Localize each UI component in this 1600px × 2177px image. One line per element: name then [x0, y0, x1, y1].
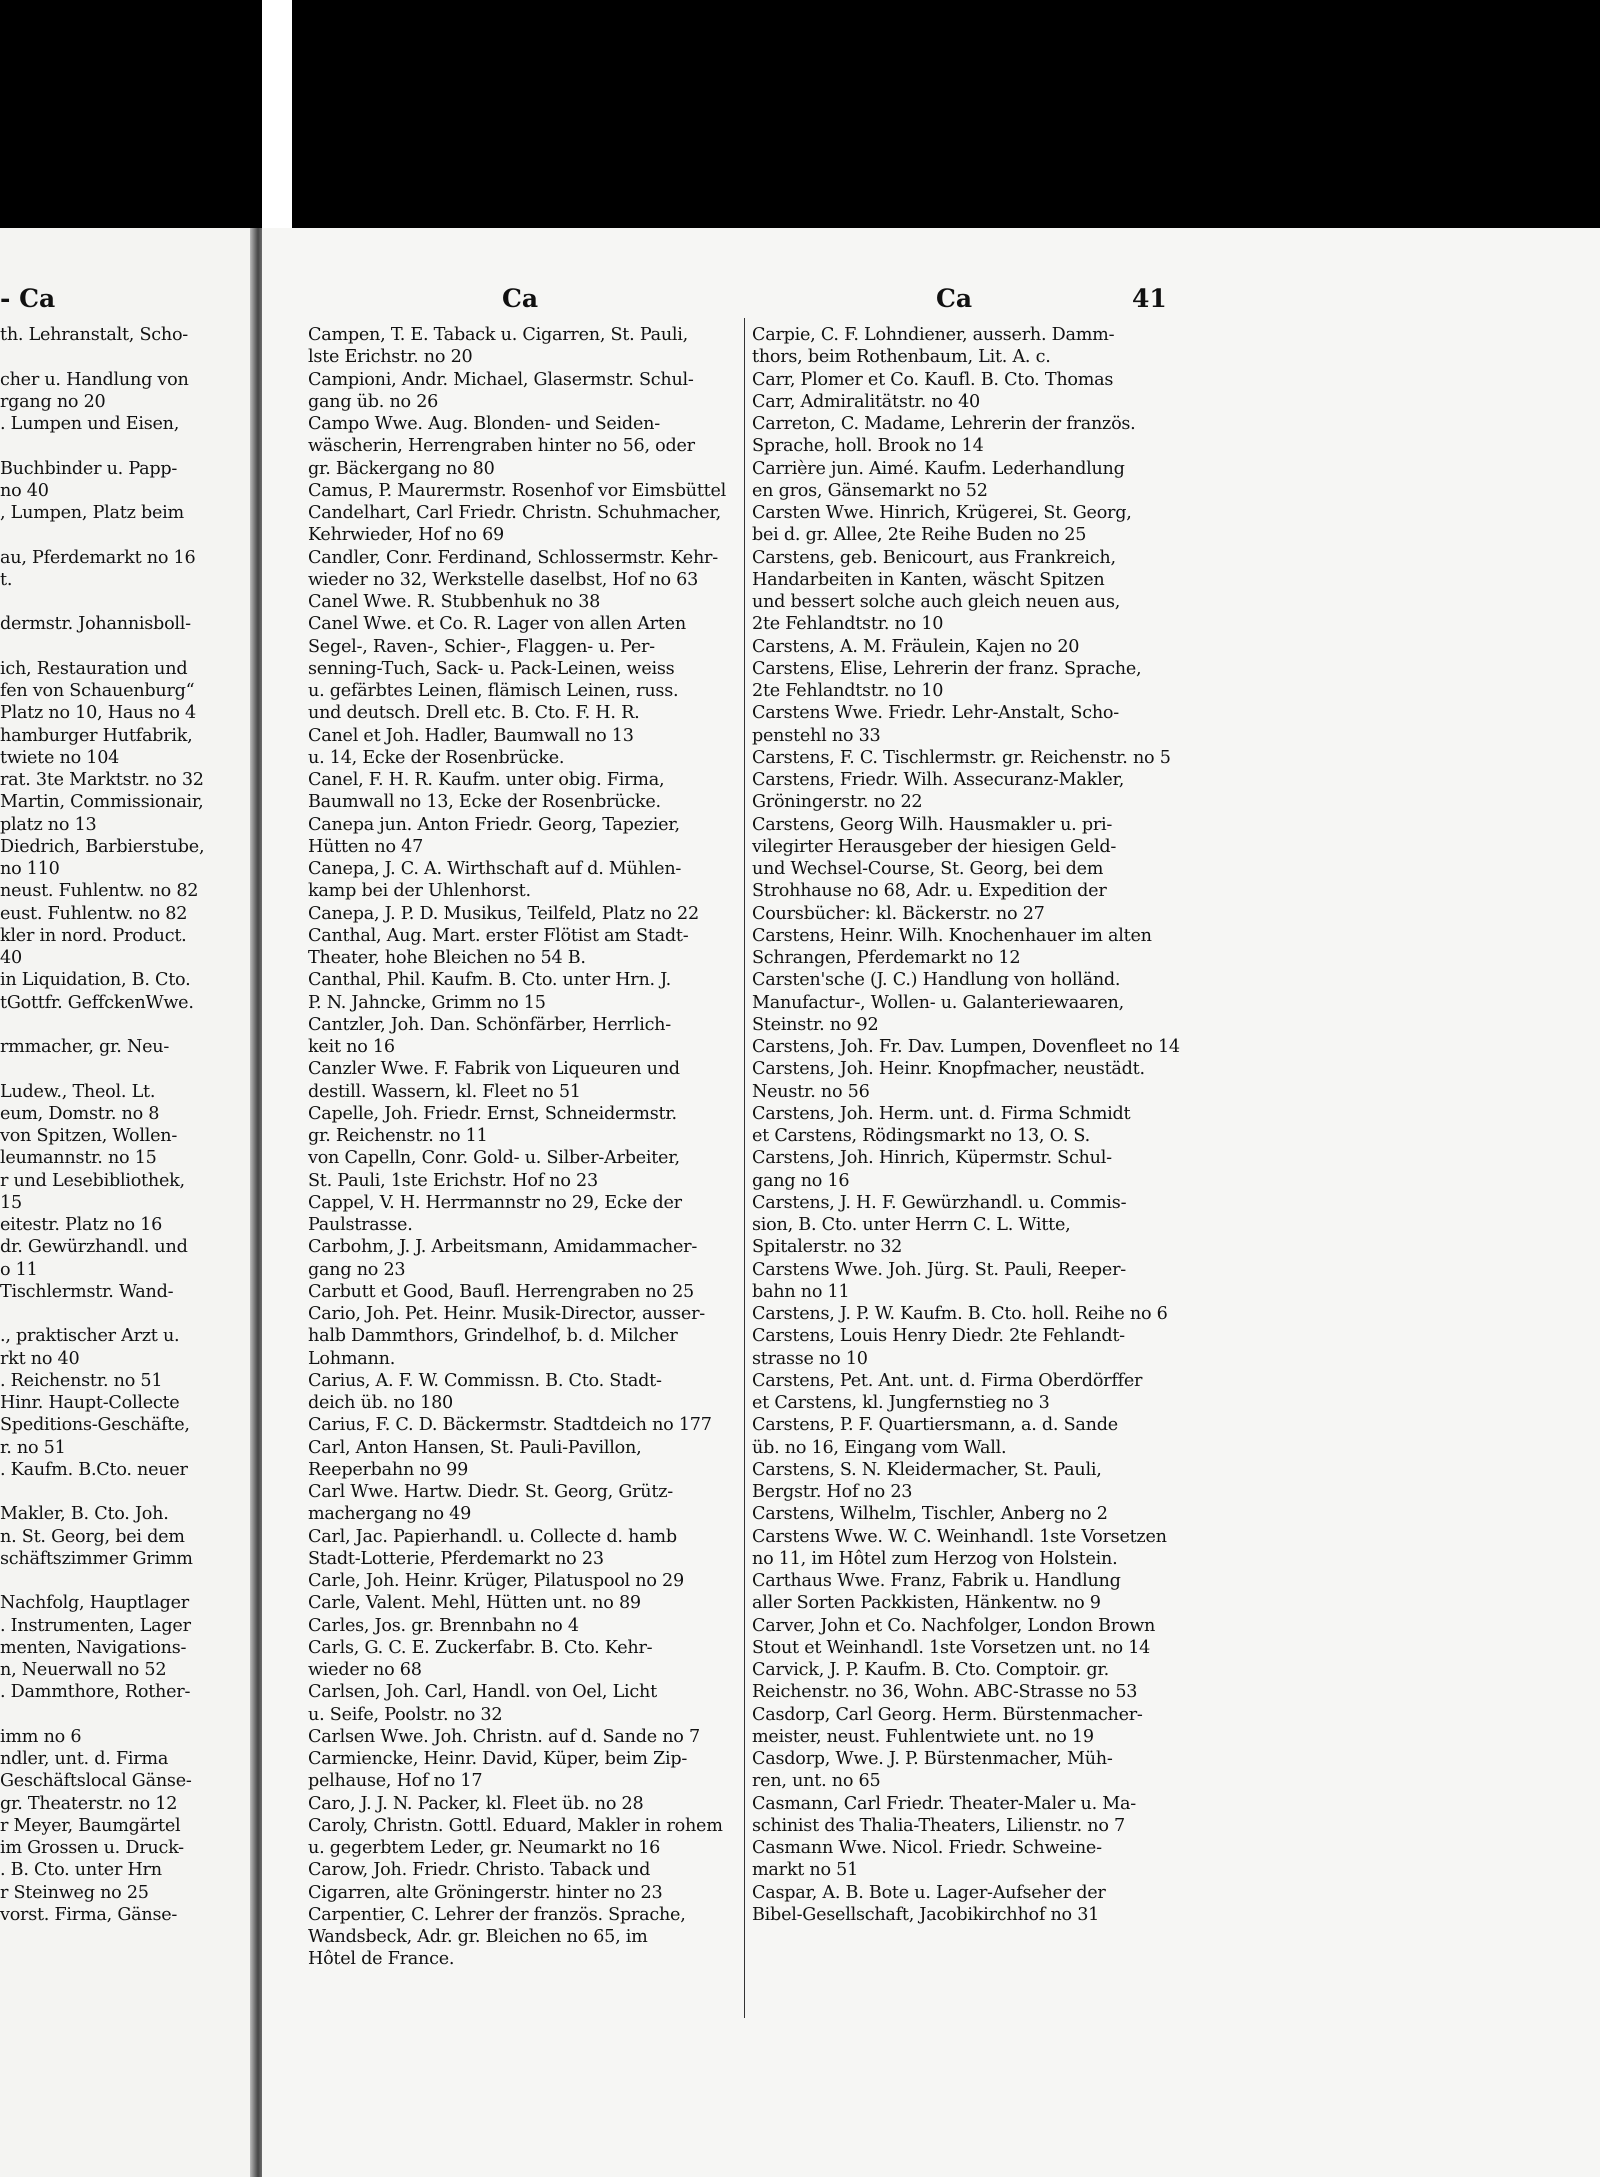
directory-entry-line: Carstens, F. C. Tischlermstr. gr. Reichenstr. no 5: [752, 747, 1171, 768]
directory-entry-line: Carver, John et Co. Nachfolger, London Brown: [752, 1615, 1156, 1636]
directory-entry-line: Canthal, Phil. Kaufm. B. Cto. unter Hrn. J.: [308, 970, 671, 991]
directory-entry-line: Carl, Anton Hansen, St. Pauli-Pavillon,: [308, 1437, 642, 1458]
directory-entry-line: bahn no 11: [752, 1281, 850, 1302]
left-column-line: imm no 6: [0, 1726, 82, 1747]
directory-entry-line: Carr, Admiralitätstr. no 40: [752, 391, 980, 412]
left-column-line: leumannstr. no 15: [0, 1148, 157, 1169]
directory-entry-line: Carstens, P. F. Quartiersmann, a. d. Sande: [752, 1415, 1118, 1436]
directory-entry-line: Canepa, J. P. D. Musikus, Teilfeld, Platz no 22: [308, 903, 699, 924]
directory-entry-line: pelhause, Hof no 17: [308, 1771, 483, 1792]
directory-entry-line: P. N. Jahncke, Grimm no 15: [308, 992, 546, 1013]
left-page-header: - Ca: [0, 284, 56, 313]
directory-entry-line: Candler, Conr. Ferdinand, Schlossermstr. Kehr-: [308, 547, 718, 568]
left-column-line: o 11: [0, 1259, 38, 1280]
left-column-line: fen von Schauenburg“: [0, 681, 195, 701]
left-column-line: rgang no 20: [0, 391, 106, 412]
left-column-line: schäftszimmer Grimm: [0, 1548, 193, 1569]
left-column-line: n, Neuerwall no 52: [0, 1660, 167, 1680]
left-column-line: kler in nord. Product.: [0, 925, 187, 946]
directory-entry-line: Stout et Weinhandl. 1ste Vorsetzen unt. no 14: [752, 1637, 1151, 1658]
directory-entry-line: Hütten no 47: [308, 836, 424, 857]
left-page-column: [0, 324, 215, 1926]
directory-entry-line: Carles, Jos. gr. Brennbahn no 4: [308, 1615, 579, 1636]
directory-entry-line: Carr, Plomer et Co. Kaufl. B. Cto. Thomas: [752, 369, 1114, 390]
directory-entry-line: und Wechsel-Course, St. Georg, bei dem: [752, 859, 1104, 879]
directory-entry-line: et Carstens, Rödingsmarkt no 13, O. S.: [752, 1126, 1090, 1146]
directory-entry-line: keit no 16: [308, 1037, 395, 1057]
directory-entry-line: Neustr. no 56: [752, 1081, 870, 1102]
left-column-line: Ludew., Theol. Lt.: [0, 1081, 156, 1102]
left-column-line: Speditions-Geschäfte,: [0, 1415, 190, 1436]
directory-entry-line: und bessert solche auch gleich neuen aus,: [752, 592, 1121, 612]
left-column-line: [0, 346, 215, 368]
directory-entry-line: strasse no 10: [752, 1348, 868, 1369]
directory-entry-line: Casdorp, Wwe. J. P. Bürstenmacher, Müh-: [752, 1749, 1113, 1769]
directory-entry-line: gang no 16: [752, 1170, 850, 1191]
directory-entry-line: Carstens, A. M. Fräulein, Kajen no 20: [752, 636, 1080, 657]
directory-entry-line: Carstens, S. N. Kleidermacher, St. Pauli,: [752, 1459, 1102, 1480]
directory-entry-line: et Carstens, kl. Jungfernstieg no 3: [752, 1393, 1050, 1413]
directory-entry-line: Handarbeiten in Kanten, wäscht Spitzen: [752, 569, 1105, 590]
column1-header: Ca: [502, 284, 539, 313]
directory-entry-line: Canepa, J. C. A. Wirthschaft auf d. Mühlen-: [308, 859, 682, 879]
directory-entry-line: Carstens, Joh. Herm. unt. d. Firma Schmidt: [752, 1103, 1131, 1124]
left-column-line: vorst. Firma, Gänse-: [0, 1904, 178, 1925]
directory-entry-line: Cigarren, alte Gröningerstr. hinter no 23: [308, 1882, 663, 1903]
directory-entry-line: gang no 23: [308, 1259, 406, 1280]
directory-entry-line: Schrangen, Pferdemarkt no 12: [752, 948, 1021, 968]
directory-entry-line: no 11, im Hôtel zum Herzog von Holstein.: [752, 1548, 1118, 1569]
left-column-line: [0, 1058, 215, 1080]
directory-entry-line: markt no 51: [752, 1860, 859, 1881]
left-column-line: eum, Domstr. no 8: [0, 1103, 160, 1124]
left-column-line: 40: [0, 948, 22, 968]
left-column-line: ich, Restauration und: [0, 658, 188, 679]
directory-entry-line: 2te Fehlandtstr. no 10: [752, 681, 944, 701]
directory-entry-line: Carbohm, J. J. Arbeitsmann, Amidammacher-: [308, 1237, 698, 1258]
left-column-line: . Kaufm. B.Cto. neuer: [0, 1459, 188, 1480]
directory-entry-line: senning-Tuch, Sack- u. Pack-Leinen, weiss: [308, 658, 675, 679]
left-column-line: Geschäftslocal Gänse-: [0, 1771, 192, 1792]
directory-entry-line: Carstens, Wilhelm, Tischler, Anberg no 2: [752, 1504, 1108, 1525]
directory-entry-line: Reichenstr. no 36, Wohn. ABC-Strasse no 53: [752, 1682, 1138, 1703]
left-column-line: [0, 591, 215, 613]
directory-entry-line: gr. Bäckergang no 80: [308, 458, 495, 479]
directory-entry-line: Carvick, J. P. Kaufm. B. Cto. Comptoir. gr.: [752, 1660, 1109, 1680]
left-column-line: Platz no 10, Haus no 4: [0, 703, 196, 724]
directory-entry-line: Carlsen Wwe. Joh. Christn. auf d. Sande no 7: [308, 1726, 700, 1747]
directory-entry-line: Carrière jun. Aimé. Kaufm. Lederhandlung: [752, 458, 1125, 479]
directory-entry-line: 2te Fehlandtstr. no 10: [752, 614, 944, 635]
directory-entry-line: üb. no 16, Eingang vom Wall.: [752, 1437, 1007, 1458]
column2-header: Ca: [936, 284, 973, 313]
directory-entry-line: destill. Wassern, kl. Fleet no 51: [308, 1081, 581, 1102]
directory-entry-line: Cario, Joh. Pet. Heinr. Musik-Director, ausser-: [308, 1304, 705, 1324]
directory-entry-line: wieder no 68: [308, 1660, 422, 1680]
directory-entry-line: Segel-, Raven-, Schier-, Flaggen- u. Per-: [308, 636, 655, 657]
directory-entry-line: Carstens, J. P. W. Kaufm. B. Cto. holl. Reihe no 6: [752, 1304, 1168, 1324]
directory-entry-line: Canel et Joh. Hadler, Baumwall no 13: [308, 725, 634, 746]
left-column-line: [0, 636, 215, 658]
directory-entry-line: Carstens Wwe. W. C. Weinhandl. 1ste Vorsetzen: [752, 1526, 1167, 1547]
left-column-line: neust. Fuhlentw. no 82: [0, 881, 199, 902]
left-column-line: Makler, B. Cto. Joh.: [0, 1504, 169, 1525]
directory-entry-line: lste Erichstr. no 20: [308, 347, 473, 368]
directory-entry-line: Carow, Joh. Friedr. Christo. Taback und: [308, 1860, 651, 1881]
directory-entry-line: u. Seife, Poolstr. no 32: [308, 1704, 503, 1725]
directory-entry-line: Carmiencke, Heinr. David, Küper, beim Zip-: [308, 1749, 688, 1769]
directory-entry-line: Campo Wwe. Aug. Blonden- und Seiden-: [308, 414, 660, 434]
directory-entry-line: Manufactur-, Wollen- u. Galanteriewaaren,: [752, 992, 1124, 1013]
left-column-line: Martin, Commissionair,: [0, 792, 204, 813]
directory-entry-line: Spitalerstr. no 32: [752, 1237, 903, 1258]
directory-entry-line: Carle, Valent. Mehl, Hütten unt. no 89: [308, 1593, 641, 1614]
directory-entry-line: Carstens, Heinr. Wilh. Knochenhauer im alten: [752, 925, 1152, 946]
directory-column-1: [308, 324, 738, 1971]
left-column-line: . Dammthore, Rother-: [0, 1682, 191, 1703]
scan-edge-strip: [262, 0, 292, 228]
directory-entry-line: Carl, Jac. Papierhandl. u. Collecte d. hamb: [308, 1526, 677, 1547]
column-divider: [744, 318, 745, 2018]
left-column-line: . Instrumenten, Lager: [0, 1615, 191, 1636]
left-column-line: 15: [0, 1192, 22, 1213]
directory-entry-line: Casmann, Carl Friedr. Theater-Maler u. Ma-: [752, 1793, 1136, 1814]
left-column-line: hamburger Hutfabrik,: [0, 725, 193, 746]
left-column-line: no 40: [0, 480, 49, 501]
directory-entry-line: Carstens, J. H. F. Gewürzhandl. u. Commis-: [752, 1192, 1127, 1213]
directory-entry-line: Casdorp, Carl Georg. Herm. Bürstenmacher-: [752, 1704, 1143, 1725]
directory-entry-line: ren, unt. no 65: [752, 1771, 881, 1792]
directory-entry-line: Casmann Wwe. Nicol. Friedr. Schweine-: [752, 1838, 1102, 1858]
directory-entry-line: Carstens, Pet. Ant. unt. d. Firma Oberdörffer: [752, 1370, 1143, 1391]
directory-entry-line: vilegirter Herausgeber der hiesigen Geld-: [752, 836, 1117, 857]
left-column-line: , Lumpen, Platz beim: [0, 503, 184, 523]
directory-entry-line: bei d. gr. Allee, 2te Reihe Buden no 25: [752, 525, 1087, 546]
directory-entry-line: schinist des Thalia-Theaters, Lilienstr. no 7: [752, 1815, 1126, 1836]
left-column-line: [0, 1704, 215, 1726]
left-column-line: [0, 1303, 215, 1325]
directory-entry-line: Carstens, geb. Benicourt, aus Frankreich,: [752, 547, 1116, 568]
directory-entry-line: Cantzler, Joh. Dan. Schönfärber, Herrlich-: [308, 1014, 671, 1035]
left-column-line: . Lumpen und Eisen,: [0, 414, 180, 434]
directory-entry-line: Campen, T. E. Taback u. Cigarren, St. Pauli,: [308, 325, 689, 345]
directory-entry-line: wäscherin, Herrengraben hinter no 56, oder: [308, 436, 695, 457]
directory-entry-line: Steinstr. no 92: [752, 1014, 879, 1035]
directory-entry-line: Bergstr. Hof no 23: [752, 1482, 913, 1502]
directory-entry-line: u. gegerbtem Leder, gr. Neumarkt no 16: [308, 1838, 661, 1858]
left-column-line: rmmacher, gr. Neu-: [0, 1037, 170, 1057]
directory-entry-line: Canepa jun. Anton Friedr. Georg, Tapezier,: [308, 814, 680, 835]
left-column-line: Tischlermstr. Wand-: [0, 1281, 174, 1302]
directory-entry-line: deich üb. no 180: [308, 1393, 453, 1413]
directory-entry-line: Carius, A. F. W. Commissn. B. Cto. Stadt-: [308, 1370, 662, 1391]
directory-entry-line: Canel Wwe. et Co. R. Lager von allen Arten: [308, 614, 686, 635]
directory-entry-line: Theater, hohe Bleichen no 54 B.: [308, 948, 586, 968]
directory-entry-line: Canthal, Aug. Mart. erster Flötist am Stadt-: [308, 925, 689, 946]
directory-entry-line: Stadt-Lotterie, Pferdemarkt no 23: [308, 1548, 604, 1569]
directory-entry-line: Reeperbahn no 99: [308, 1459, 469, 1480]
directory-entry-line: kamp bei der Uhlenhorst.: [308, 881, 531, 902]
directory-entry-line: Lohmann.: [308, 1348, 396, 1369]
directory-entry-line: aller Sorten Packkisten, Hänkentw. no 9: [752, 1593, 1101, 1614]
directory-entry-line: Carstens, Elise, Lehrerin der franz. Sprache,: [752, 658, 1142, 679]
left-column-line: t.: [0, 569, 13, 590]
directory-entry-line: Carreton, C. Madame, Lehrerin der französ.: [752, 414, 1136, 434]
left-column-line: eust. Fuhlentw. no 82: [0, 903, 188, 924]
directory-entry-line: Carsten Wwe. Hinrich, Krügerei, St. Georg,: [752, 503, 1132, 523]
directory-entry-line: machergang no 49: [308, 1504, 472, 1525]
directory-entry-line: Carstens, Georg Wilh. Hausmakler u. pri-: [752, 814, 1113, 835]
scan-background-top: [0, 0, 1600, 228]
directory-entry-line: en gros, Gänsemarkt no 52: [752, 480, 988, 501]
directory-entry-line: penstehl no 33: [752, 725, 881, 746]
left-column-line: dr. Gewürzhandl. und: [0, 1237, 188, 1258]
directory-entry-line: Baumwall no 13, Ecke der Rosenbrücke.: [308, 792, 661, 813]
directory-entry-line: Caroly, Christn. Gottl. Eduard, Makler in rohem: [308, 1815, 723, 1836]
left-column-line: . B. Cto. unter Hrn: [0, 1860, 162, 1881]
left-column-line: von Spitzen, Wollen-: [0, 1126, 178, 1146]
left-column-line: [0, 524, 215, 546]
left-column-line: ., praktischer Arzt u.: [0, 1326, 180, 1347]
directory-entry-line: Carl Wwe. Hartw. Diedr. St. Georg, Grütz-: [308, 1482, 673, 1502]
left-column-line: [0, 1481, 215, 1503]
directory-entry-line: und deutsch. Drell etc. B. Cto. F. H. R.: [308, 703, 640, 724]
directory-entry-line: Strohhause no 68, Adr. u. Expedition der: [752, 881, 1107, 902]
directory-entry-line: Carstens, Friedr. Wilh. Assecuranz-Makler,: [752, 770, 1125, 790]
directory-entry-line: Carstens, Joh. Heinr. Knopfmacher, neustädt.: [752, 1059, 1145, 1080]
directory-entry-line: sion, B. Cto. unter Herrn C. L. Witte,: [752, 1215, 1071, 1235]
directory-entry-line: Canel, F. H. R. Kaufm. unter obig. Firma,: [308, 770, 665, 790]
page-number: 41: [1132, 284, 1167, 313]
left-column-line: no 110: [0, 859, 60, 879]
directory-entry-line: Carpentier, C. Lehrer der französ. Sprache,: [308, 1904, 686, 1925]
directory-entry-line: Carius, F. C. D. Bäckermstr. Stadtdeich no 177: [308, 1415, 712, 1436]
left-column-line: dermstr. Johannisboll-: [0, 614, 191, 635]
directory-entry-line: Carls, G. C. E. Zuckerfabr. B. Cto. Kehr-: [308, 1637, 653, 1658]
directory-entry-line: Canel Wwe. R. Stubbenhuk no 38: [308, 592, 601, 612]
left-column-line: in Liquidation, B. Cto.: [0, 970, 191, 991]
directory-entry-line: Gröningerstr. no 22: [752, 792, 923, 813]
left-column-line: rkt no 40: [0, 1348, 80, 1369]
left-column-line: n. St. Georg, bei dem: [0, 1526, 185, 1547]
directory-entry-line: Paulstrasse.: [308, 1215, 413, 1235]
directory-entry-line: halb Dammthors, Grindelhof, b. d. Milcher: [308, 1326, 678, 1347]
directory-entry-line: Camus, P. Maurermstr. Rosenhof vor Eimsbüttel: [308, 480, 727, 501]
left-column-line: r und Lesebibliothek,: [0, 1170, 185, 1191]
left-column-line: r Steinweg no 25: [0, 1882, 149, 1903]
left-column-line: Nachfolg, Hauptlager: [0, 1593, 189, 1614]
directory-entry-line: Sprache, holl. Brook no 14: [752, 436, 984, 457]
left-column-line: cher u. Handlung von: [0, 369, 189, 390]
left-column-line: au, Pferdemarkt no 16: [0, 547, 196, 568]
directory-entry-line: meister, neust. Fuhlentwiete unt. no 19: [752, 1726, 1094, 1747]
left-column-line: rat. 3te Marktstr. no 32: [0, 770, 204, 790]
directory-entry-line: gang üb. no 26: [308, 391, 439, 412]
left-column-line: Diedrich, Barbierstube,: [0, 836, 205, 857]
left-column-line: [0, 1570, 215, 1592]
directory-entry-line: St. Pauli, 1ste Erichstr. Hof no 23: [308, 1170, 598, 1191]
directory-entry-line: Caro, J. J. N. Packer, kl. Fleet üb. no 28: [308, 1793, 644, 1814]
directory-entry-line: wieder no 32, Werkstelle daselbst, Hof no 63: [308, 569, 699, 590]
left-column-line: eitestr. Platz no 16: [0, 1215, 163, 1235]
directory-entry-line: Hôtel de France.: [308, 1949, 455, 1970]
directory-entry-line: Carpie, C. F. Lohndiener, ausserh. Damm-: [752, 325, 1115, 345]
left-column-line: Hinr. Haupt-Collecte: [0, 1393, 180, 1413]
directory-entry-line: Candelhart, Carl Friedr. Christn. Schuhmacher,: [308, 503, 721, 523]
directory-entry-line: gr. Reichenstr. no 11: [308, 1126, 488, 1146]
directory-entry-line: Capelle, Joh. Friedr. Ernst, Schneidermstr.: [308, 1103, 677, 1124]
left-column-line: platz no 13: [0, 814, 97, 835]
left-column-line: th. Lehranstalt, Scho-: [0, 325, 188, 345]
left-column-line: [0, 1014, 215, 1036]
directory-entry-line: Caspar, A. B. Bote u. Lager-Aufseher der: [752, 1882, 1106, 1903]
directory-entry-line: u. 14, Ecke der Rosenbrücke.: [308, 747, 565, 768]
directory-entry-line: Carstens, Joh. Fr. Dav. Lumpen, Dovenfleet no 14: [752, 1037, 1180, 1057]
directory-entry-line: Carsten'sche (J. C.) Handlung von holländ.: [752, 970, 1121, 991]
left-column-line: ndler, unt. d. Firma: [0, 1749, 169, 1769]
directory-entry-line: Wandsbeck, Adr. gr. Bleichen no 65, im: [308, 1927, 648, 1947]
directory-entry-line: Carbutt et Good, Baufl. Herrengraben no 25: [308, 1281, 695, 1302]
left-column-line: r. no 51: [0, 1437, 66, 1458]
directory-entry-line: Carle, Joh. Heinr. Krüger, Pilatuspool no 29: [308, 1571, 684, 1591]
right-page: [262, 228, 1600, 2177]
left-page-fragment: [0, 228, 258, 2177]
directory-entry-line: Coursbücher: kl. Bäckerstr. no 27: [752, 903, 1045, 924]
directory-entry-line: u. gefärbtes Leinen, flämisch Leinen, russ.: [308, 681, 679, 701]
directory-column-2: [752, 324, 1182, 1926]
directory-entry-line: Canzler Wwe. F. Fabrik von Liqueuren und: [308, 1059, 680, 1080]
directory-entry-line: von Capelln, Conr. Gold- u. Silber-Arbeiter,: [308, 1148, 680, 1169]
left-column-line: Buchbinder u. Papp-: [0, 458, 178, 479]
directory-entry-line: Carthaus Wwe. Franz, Fabrik u. Handlung: [752, 1571, 1121, 1591]
left-column-line: r Meyer, Baumgärtel: [0, 1815, 181, 1836]
directory-entry-line: Bibel-Gesellschaft, Jacobikirchhof no 31: [752, 1904, 1100, 1925]
directory-entry-line: Cappel, V. H. Herrmannstr no 29, Ecke der: [308, 1192, 682, 1213]
left-column-line: [0, 435, 215, 457]
directory-entry-line: Carstens, Louis Henry Diedr. 2te Fehlandt-: [752, 1326, 1125, 1347]
directory-entry-line: thors, beim Rothenbaum, Lit. A. c.: [752, 347, 1051, 368]
left-column-line: tGottfr. GeffckenWwe.: [0, 992, 194, 1013]
directory-entry-line: Carstens, Joh. Hinrich, Küpermstr. Schul-: [752, 1148, 1112, 1169]
left-column-line: im Grossen u. Druck-: [0, 1838, 184, 1858]
directory-entry-line: Kehrwieder, Hof no 69: [308, 525, 504, 546]
left-column-line: menten, Navigations-: [0, 1637, 187, 1658]
left-column-line: gr. Theaterstr. no 12: [0, 1793, 178, 1814]
directory-entry-line: Campioni, Andr. Michael, Glasermstr. Schul-: [308, 369, 694, 390]
directory-entry-line: Carstens Wwe. Joh. Jürg. St. Pauli, Reeper-: [752, 1259, 1126, 1280]
left-column-line: twiete no 104: [0, 747, 120, 768]
left-column-line: . Reichenstr. no 51: [0, 1370, 163, 1391]
directory-entry-line: Carlsen, Joh. Carl, Handl. von Oel, Licht: [308, 1682, 657, 1703]
directory-entry-line: Carstens Wwe. Friedr. Lehr-Anstalt, Scho-: [752, 703, 1119, 724]
